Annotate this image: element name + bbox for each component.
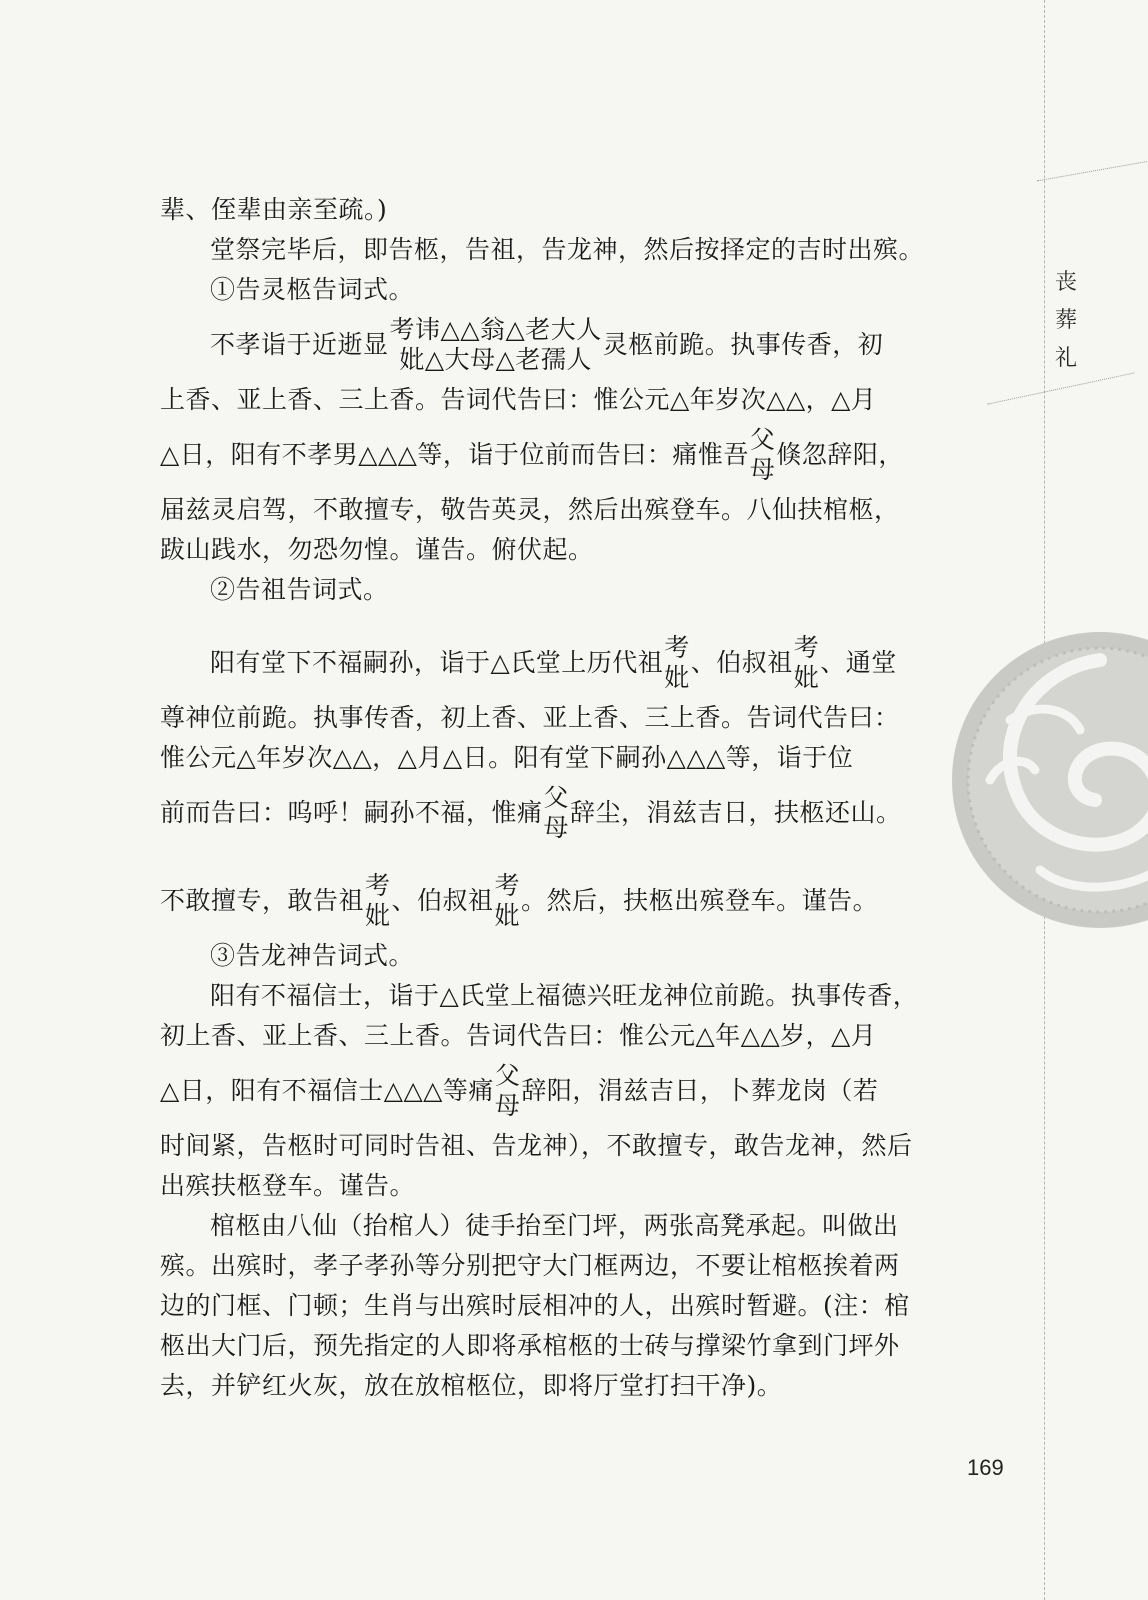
text-line-stacked: [160, 310, 932, 380]
text-fragment: △日，阳有不福信士△△△等痛: [160, 1076, 494, 1105]
side-title-char: 丧: [1054, 270, 1077, 295]
stacked-bottom: 妣: [793, 663, 820, 692]
stacked-bottom: 母: [543, 813, 570, 842]
section-heading-3: ③告龙神告词式。: [210, 941, 415, 970]
text-line: 殡。出殡时，孝子孝孙等分别把守大门框两边，不要让棺柩挨着两: [160, 1251, 900, 1280]
text-line: 辈、侄辈由亲至疏。): [160, 195, 388, 224]
stacked-top: 父: [543, 783, 570, 812]
text-line: 时间紧，告柩时可同时告祖、告龙神），不敢擅专，敢告龙神，然后: [160, 1131, 913, 1160]
text-fragment: 、伯叔祖: [391, 886, 494, 915]
text-fragment: 不孝诣于近逝显: [210, 330, 389, 359]
stacked-annotation: [750, 425, 776, 485]
stacked-top: 考: [494, 871, 521, 900]
stacked-annotation: [365, 871, 391, 931]
section-heading-2: ②告祖告词式。: [210, 575, 389, 604]
text-line: 边的门框、门顿；生肖与出殡时辰相冲的人，出殡时暂避。(注：棺: [160, 1291, 910, 1320]
side-title-char: 葬: [1054, 308, 1077, 333]
section-heading-1: ①告灵柩告词式。: [210, 275, 415, 304]
stacked-bottom: 妣: [365, 901, 391, 930]
stacked-annotation: [544, 783, 570, 843]
text-line-stacked: [160, 778, 932, 848]
text-fragment: 辞阳，涓兹吉日，卜葬龙岗（若: [521, 1076, 879, 1105]
text-line: 堂祭完毕后，即告柩，告祖，告龙神，然后按择定的吉时出殡。: [210, 235, 925, 264]
stacked-bottom: 妣△大母△老孺人: [399, 345, 592, 374]
stacked-annotation: [390, 315, 602, 375]
stacked-annotation: [794, 633, 820, 693]
stacked-top: 考: [365, 871, 391, 900]
decorative-emblem-icon: [950, 630, 1148, 930]
text-fragment: 灵柩前跪。执事传香，初: [602, 330, 884, 359]
margin-rule-top: [1037, 160, 1148, 182]
text-fragment: 不敢擅专，敢告祖: [160, 886, 365, 915]
text-line: 上香、亚上香、三上香。告词代告曰：惟公元△年岁次△△，△月: [160, 385, 877, 414]
page-number: 169: [967, 1455, 1004, 1480]
body-text: [160, 190, 932, 1406]
stacked-annotation: [664, 633, 690, 693]
stacked-top: 考讳△△翁△老大人: [389, 315, 602, 344]
text-fragment: 、伯叔祖: [690, 648, 793, 677]
stacked-top: 考: [793, 633, 820, 662]
text-fragment: 辞尘，涓兹吉日，扶柩还山。: [570, 798, 902, 827]
text-line-stacked: [160, 1056, 932, 1126]
text-fragment: 倏忽辞阳，: [776, 440, 904, 469]
text-line-stacked: [160, 420, 932, 490]
chapter-side-title: [1048, 264, 1084, 378]
stacked-top: 父: [494, 1061, 521, 1090]
text-line: 柩出大门后，预先指定的人即将承棺柩的士砖与撑梁竹拿到门坪外: [160, 1331, 900, 1360]
spacer: [160, 848, 932, 866]
stacked-annotation: [495, 1061, 521, 1121]
stacked-bottom: 妣: [494, 901, 521, 930]
text-line: 阳有不福信士，诣于△氏堂上福德兴旺龙神位前跪。执事传香，: [210, 981, 919, 1010]
text-fragment: 阳有堂下不福嗣孙，诣于△氏堂上历代祖: [210, 648, 664, 677]
stacked-bottom: 母: [494, 1091, 521, 1120]
text-line: 去，并铲红火灰，放在放棺柩位，即将厅堂打扫干净)。: [160, 1371, 783, 1400]
stacked-annotation: [495, 871, 521, 931]
stacked-top: 父: [749, 425, 776, 454]
text-fragment: 。然后，扶柩出殡登车。谨告。: [521, 886, 879, 915]
side-title-char: 礼: [1054, 346, 1077, 371]
spacer: [160, 610, 932, 628]
text-line-stacked: [160, 866, 932, 936]
text-line: 跋山践水，勿恐勿惶。谨告。俯伏起。: [160, 535, 594, 564]
text-line-stacked: [160, 628, 932, 698]
text-line: 初上香、亚上香、三上香。告词代告曰：惟公元△年△△岁，△月: [160, 1021, 877, 1050]
text-fragment: 前而告曰：呜呼！嗣孙不福，惟痛: [160, 798, 543, 827]
stacked-bottom: 母: [749, 455, 776, 484]
text-fragment: △日，阳有不孝男△△△等，诣于位前而告曰：痛惟吾: [160, 440, 749, 469]
stacked-bottom: 妣: [664, 663, 690, 692]
text-line: 出殡扶柩登车。谨告。: [160, 1171, 416, 1200]
stacked-top: 考: [664, 633, 690, 662]
text-line: 棺柩由八仙（抬棺人）徒手抬至门坪，两张高凳承起。叫做出: [210, 1211, 899, 1240]
text-line: 尊神位前跪。执事传香，初上香、亚上香、三上香。告词代告曰：: [160, 703, 900, 732]
text-line: 届兹灵启驾，不敢擅专，敬告英灵，然后出殡登车。八仙扶棺柩，: [160, 495, 900, 524]
text-line: 惟公元△年岁次△△，△月△日。阳有堂下嗣孙△△△等，诣于位: [160, 743, 854, 772]
text-fragment: 、通堂: [820, 648, 897, 677]
